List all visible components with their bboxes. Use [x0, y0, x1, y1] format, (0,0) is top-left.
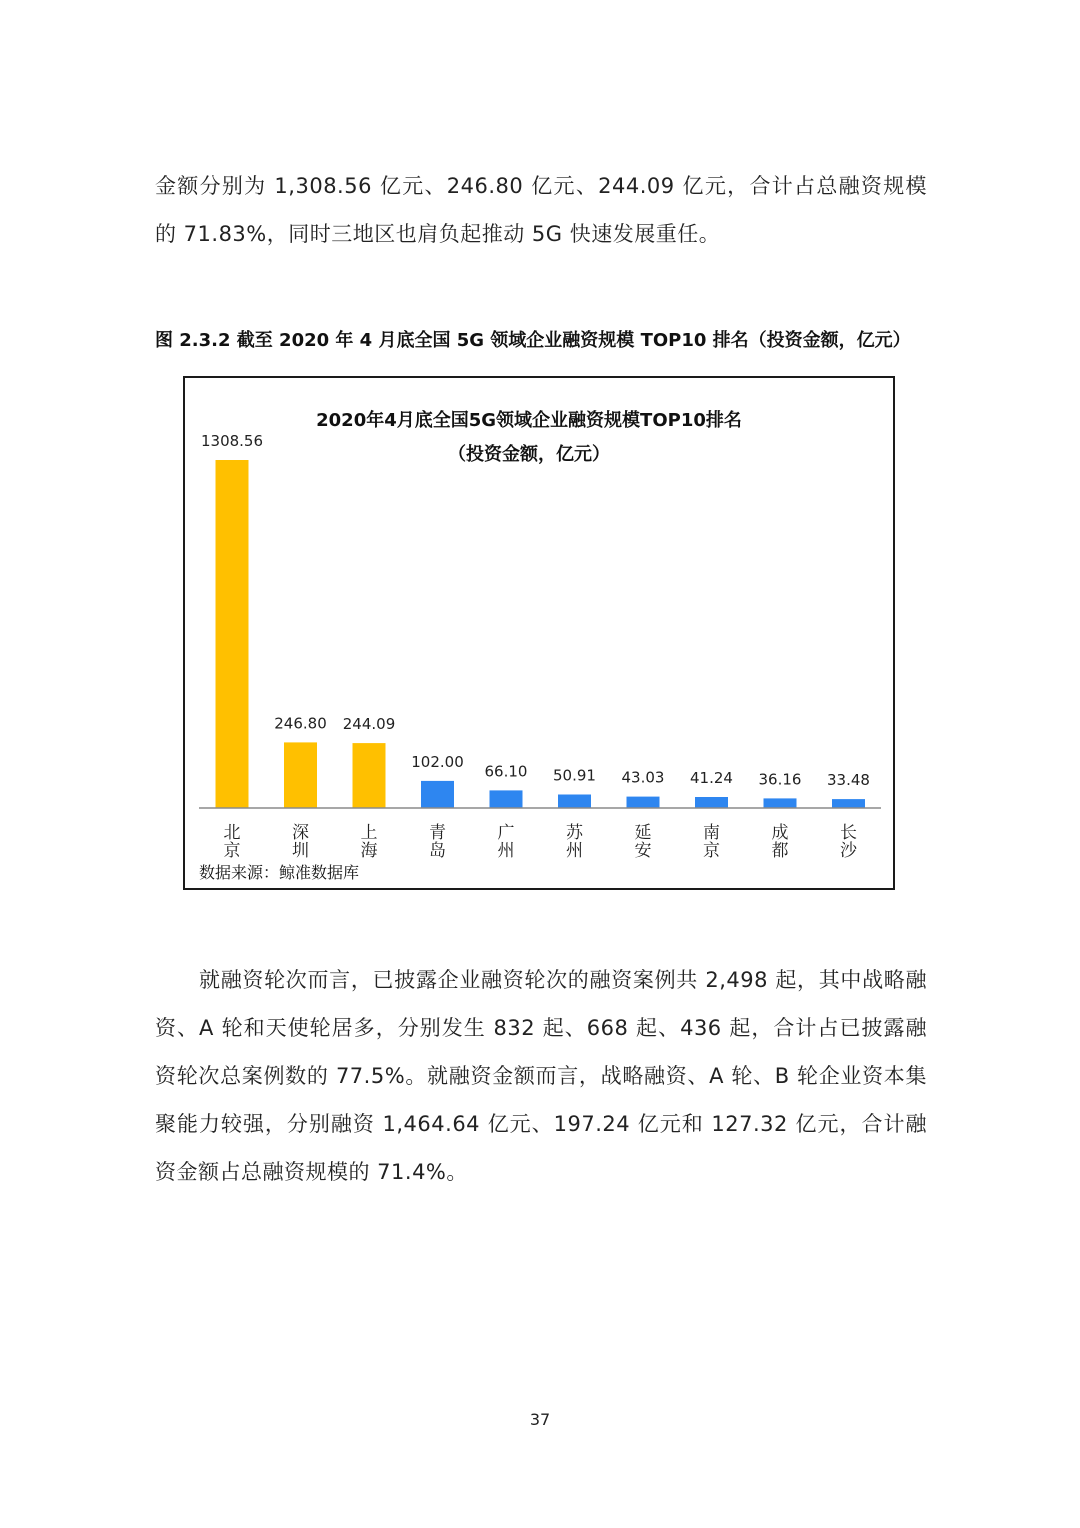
- bar-value-label: 102.00: [411, 752, 464, 771]
- category-label: 南京: [703, 823, 720, 861]
- bar-value-label: 244.09: [342, 715, 396, 734]
- bar-value-label: 66.10: [484, 762, 528, 781]
- bar-0: [216, 460, 249, 808]
- page-number: 37: [529, 1410, 551, 1429]
- category-label: 深圳: [292, 823, 309, 861]
- category-label: 成都: [771, 823, 789, 861]
- bar-value-label: 1308.56: [200, 432, 264, 450]
- bar-5: [558, 795, 591, 809]
- data-source-note: 数据来源：鲸准数据库: [199, 863, 360, 882]
- bar-value-label: 246.80: [274, 714, 327, 733]
- bar-3: [421, 781, 454, 808]
- category-label: 苏州: [566, 823, 583, 861]
- category-label: 上海: [360, 823, 378, 861]
- category-label: 北京: [223, 823, 241, 861]
- bar-value-label: 33.48: [827, 771, 870, 790]
- bar-value-label: 41.24: [690, 769, 733, 787]
- bar-value-label: 50.91: [553, 766, 596, 785]
- bar-2: [353, 743, 386, 808]
- category-label: 广州: [497, 823, 515, 861]
- bar-chart: [183, 376, 895, 890]
- bar-value-label: 43.03: [621, 768, 665, 787]
- chart-title: 2020年4月底全国5G领域企业融资规模TOP10排名: [316, 410, 742, 431]
- bar-4: [490, 790, 523, 808]
- bar-7: [695, 797, 728, 808]
- chart-canvas: [185, 378, 893, 888]
- bar-9: [832, 799, 865, 808]
- category-labels: [224, 823, 859, 861]
- bar-1: [284, 742, 317, 808]
- bar-8: [764, 798, 797, 808]
- bars-group: [201, 432, 870, 808]
- figure-caption: 图 2.3.2 截至 2020 年 4 月底全国 5G 领域企业融资规模 TOP10 排名（投资金额，亿元）: [155, 330, 911, 351]
- paragraph-intro: 金额分别为 1,308.56 亿元、246.80 亿元、244.09 亿元，合计占总融资规模的 71.83%，同时三地区也肩负起推动 5G 快速发展重任。: [155, 174, 927, 246]
- bar-value-label: 36.16: [758, 770, 802, 789]
- chart-subtitle: （投资金额，亿元）: [448, 444, 610, 465]
- bar-6: [627, 797, 660, 808]
- paragraph-funding-rounds: 就融资轮次而言，已披露企业融资轮次的融资案例共 2,498 起，其中战略融资、A 轮和天使轮居多，分别发生 832 起、668 起、436 起，合计占已披露融资轮次总案例数的 77.5%。就融资金额而言，战略融资、A 轮、B 轮企业资本集聚能力较强，分别融资 1,464.64 亿元、197.24 亿元和 127.32 亿元，合计融资金额占总融资规模的 71.4%。: [155, 968, 927, 1184]
- category-label: 青岛: [429, 823, 446, 861]
- category-label: 延安: [634, 823, 652, 861]
- category-label: 长沙: [840, 823, 857, 861]
